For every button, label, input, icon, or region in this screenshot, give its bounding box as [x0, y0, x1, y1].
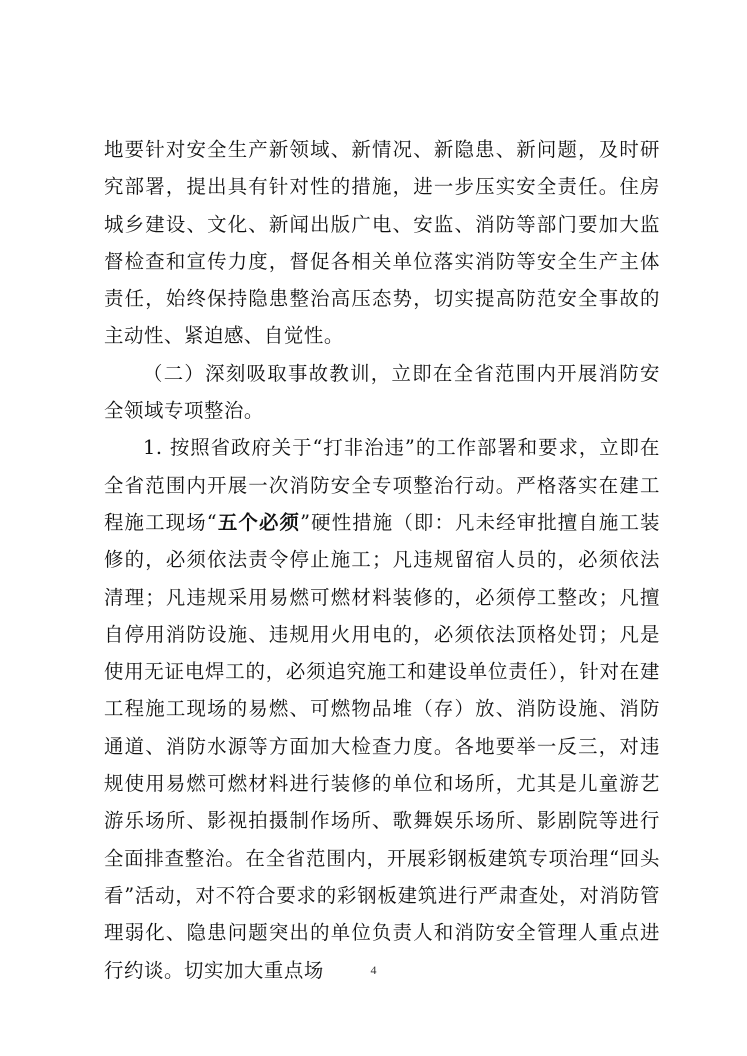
five-musts-emphasis: 五个必须: [217, 510, 301, 534]
section-heading-2: （二）深刻吸取事故教训，立即在全省范围内开展消防安全领域专项整治。: [104, 361, 660, 423]
body-text: [104, 131, 660, 989]
page-number: 4: [370, 963, 377, 977]
paragraph-continuation: 地要针对安全生产新领域、新情况、新隐患、新问题，及时研究部署，提出具有针对性的措施，进一步压实安全责任。住房城乡建设、文化、新闻出版广电、安监、消防等部门要加大监督检查和宣传力度，督促各相关单位落实消防等安全生产主体责任，始终保持隐患整治高压态势，切实提高防范安全事故的主动性、紧迫感、自觉性。: [104, 138, 660, 348]
paragraph-item-1: [104, 429, 660, 988]
item-1-text-before: 1. 按照省政府关于“打非治违”的工作部署和要求，立即在全省范围内开展一次消防安全专项整治行动。严格落实在建工程施工现场“: [104, 436, 660, 534]
item-1-text-after: ”硬性措施（即：凡未经审批擅自施工装修的，必须依法责令停止施工；凡违规留宿人员的，必须依法清理；凡违规采用易燃可燃材料装修的，必须停工整改；凡擅自停用消防设施、违规用火用电的，必须依法顶格处罚；凡是使用无证电焊工的，必须追究施工和建设单位责任），针对在建工程施工现场的易燃、可燃物品堆（存）放、消防设施、消防通道、消防水源等方面加大检查力度。各地要举一反三，对违规使用易燃可燃材料进行装修的单位和场所，尤其是儿童游艺游乐场所、影视拍摄制作场所、歌舞娱乐场所、影剧院等进行全面排查整治。在全省范围内，开展彩钢板建筑专项治理“回头看”活动，对不符合要求的彩钢板建筑进行严肃查处，对消防管理弱化、隐患问题突出的单位负责人和消防安全管理人重点进行约谈。切实加大重点场: [104, 510, 660, 982]
